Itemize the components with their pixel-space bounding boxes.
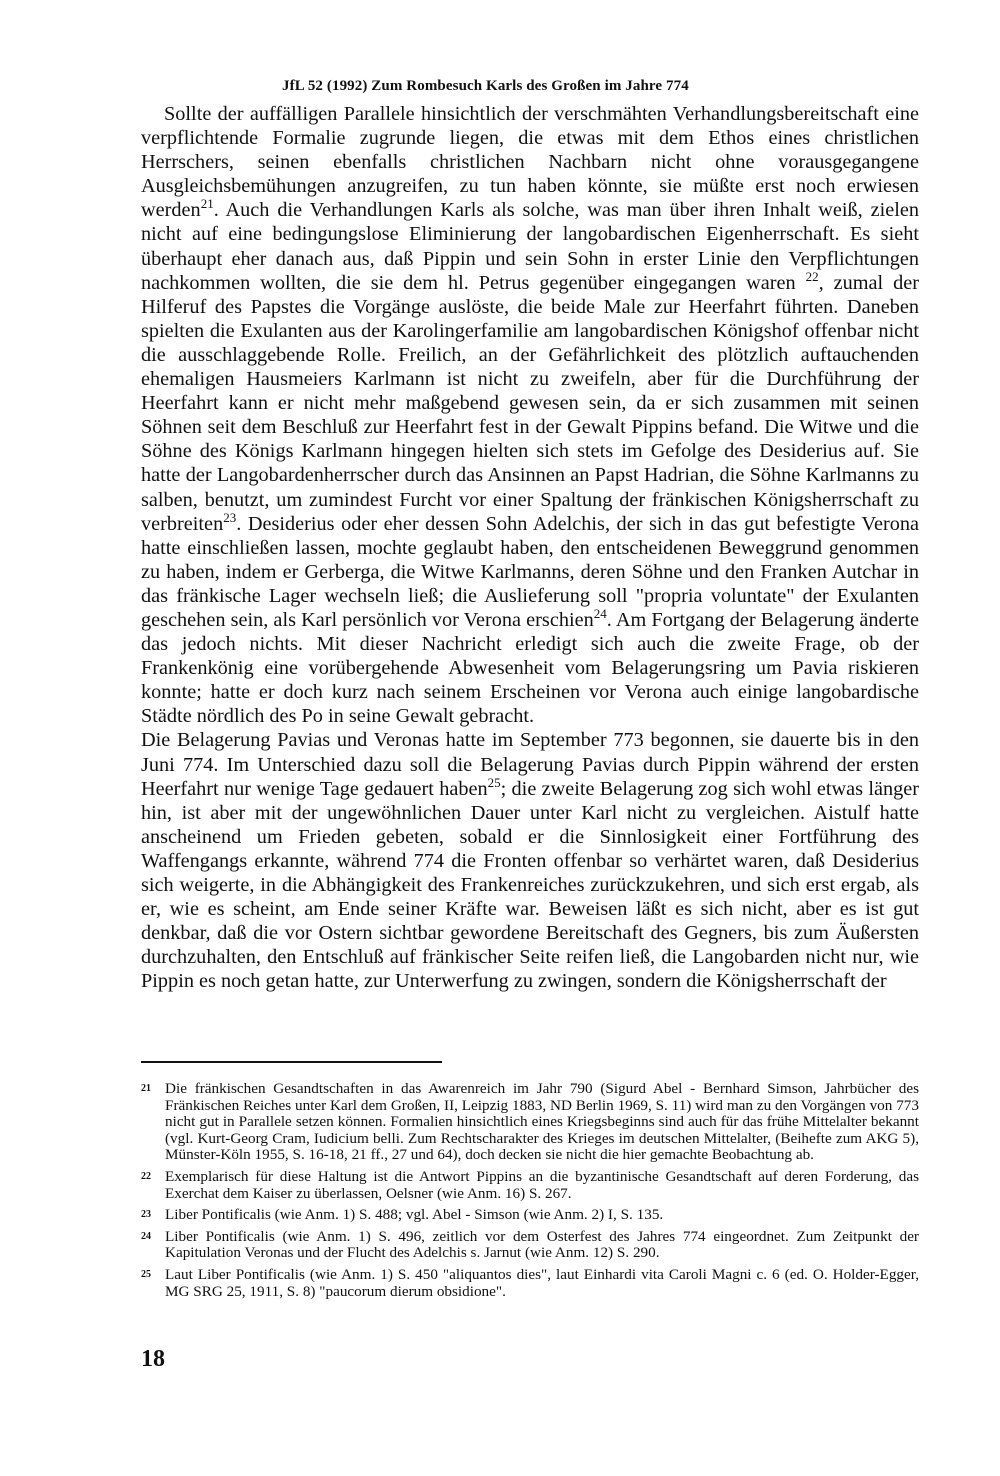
text-run: Sollte der auffälligen Parallele hinsichtlich der verschmähten Verhandlungsbereitschaft eine verpflichtende Formalie zugrunde liegen, die etwas mit dem Ethos eines christlichen Herrschers, seinen ebenfalls christlichen Nachbarn nicht ohne vorausgegangene Ausgleichsbemühungen anzugreifen, zu tun haben könnte, sie müßte erst noch erwiesen werden xyxy=(141,103,919,222)
footnote-ref-23[interactable]: 23 xyxy=(223,509,237,525)
footnote-text: Die fränkischen Gesandtschaften in das Awarenreich im Jahr 790 (Sigurd Abel - Bernhard Simson, Jahrbücher des Fränkischen Reiches unter Karl dem Großen, II, Leipzig 1883, ND Berlin 1969, S. 11) wird man zu den Vorgängen von 773 nicht gut in Parallele setzen können. Formalien hinsichtlich eines Kriegsbeginns sind auch für das frühe Mittelalter bekannt (vgl. Kurt-Georg Cram, Iudicium belli. Zum Rechtscharakter des Krieges im deutschen Mittelalter, (Beihefte zum AKG 5), Münster-Köln 1955, S. 16-18, 21 ff., 27 und 64), doch decken sie nicht die hier gemachte Beobachtung ab. xyxy=(165,1080,919,1164)
text-run: , zumal der Hilferuf des Papstes die Vorgänge auslöste, die beide Male zur Heerfahrt führten. Daneben spielten die Exulanten aus der Karolingerfamilie am langobardischen Königshof offenbar nicht die ausschlaggebende Rolle. Freilich, an der Gefährlichkeit des plötzlich auftauchenden ehemaligen Hausmeiers Karlmann ist nicht zu zweifeln, aber für die Durchführung der Heerfahrt kann er nicht mehr maßgebend gewesen sein, da er sich zusammen mit seinen Söhnen seit dem Beschluß zur Heerfahrt fest in der Gewalt Pippins befand. Die Witwe und die Söhne des Königs Karlmann hingegen hielten sich stets im Gefolge des Desiderius auf. Sie hatte der Langobardenherrscher durch das Ansinnen an Papst Hadrian, die Söhne Karlmanns zu salben, benutzt, um zumindest Furcht vor einer Spaltung der fränkischen Königsherrschaft zu verbreiten xyxy=(141,271,919,535)
text-run: Die Belagerung Pavias und Veronas hatte im September 773 begonnen, sie dauerte bis in den Juni 774. Im Unterschied dazu soll die Belagerung Pavias durch Pippin während der ersten Heerfahrt nur wenige Tage gedauert haben xyxy=(141,729,919,800)
running-head: JfL 52 (1992) Zum Rombesuch Karls des Großen im Jahre 774 xyxy=(282,78,689,94)
footnotes xyxy=(141,1081,919,1305)
page-number: 18 xyxy=(141,1346,165,1372)
footnote-25 xyxy=(141,1267,919,1300)
footnote-22 xyxy=(141,1169,919,1202)
footnote-number: 21 xyxy=(141,1083,151,1094)
footnote-23 xyxy=(141,1207,919,1224)
paragraph-1 xyxy=(141,102,919,728)
footnote-ref-24[interactable]: 24 xyxy=(593,605,607,621)
footnote-text: Liber Pontificalis (wie Anm. 1) S. 488; vgl. Abel - Simson (wie Anm. 2) I, S. 135. xyxy=(165,1206,664,1224)
footnote-text: Laut Liber Pontificalis (wie Anm. 1) S. 450 "aliquantos dies", laut Einhardi vita Caroli Magni c. 6 (ed. O. Holder-Egger, MG SRG 25, 1911, S. 8) "paucorum dierum obsidione". xyxy=(165,1265,919,1300)
footnote-number: 24 xyxy=(141,1230,151,1242)
footnote-number: 23 xyxy=(141,1209,151,1221)
text-run: . Auch die Verhandlungen Karls als solche, was man über ihren Inhalt weiß, zielen nicht auf eine bedingungslose Eliminierung der langobardischen Eigenherrschaft. Es sieht überhaupt eher danach aus, daß Pippin und sein Sohn in erster Linie den Verpflichtungen nachkommen wollten, die sie dem hl. Petrus gegenüber eingegangen waren xyxy=(141,199,919,294)
text-run: . Desiderius oder eher dessen Sohn Adelchis, der sich in das gut befestigte Verona hatte einschließen lassen, mochte geglaubt haben, den entscheidenen Beweggrund genommen zu haben, indem er Gerberga, die Witwe Karlmanns, deren Söhne und den Franken Autchar in das fränkische Lager wechseln ließ; die Auslieferung soll "propria voluntate" der Exulanten geschehen sein, als Karl persönlich vor Verona erschien xyxy=(141,512,919,631)
footnote-24 xyxy=(141,1229,919,1262)
body-text xyxy=(141,102,919,993)
footnote-ref-22[interactable]: 22 xyxy=(805,268,819,284)
footnote-21 xyxy=(141,1081,919,1164)
paragraph-2 xyxy=(141,728,919,993)
footnote-text: Liber Pontificalis (wie Anm. 1) S. 496, zeitlich vor dem Osterfest des Jahres 774 eingeordnet. Zum Zeitpunkt der Kapitulation Veronas und der Flucht des Adelchis s. Jarnut (wie Anm. 12) S. 290. xyxy=(165,1227,919,1262)
footnote-number: 22 xyxy=(141,1170,151,1182)
footnote-divider xyxy=(141,1061,442,1063)
footnote-ref-25[interactable]: 25 xyxy=(487,774,501,790)
footnote-text: Exemplarisch für diese Haltung ist die Antwort Pippins an die byzantinische Gesandtschaft auf deren Forderung, das Exerchat dem Kaiser zu überlassen, Oelsner (wie Anm. 16) S. 267. xyxy=(165,1167,919,1202)
text-run: ; die zweite Belagerung zog sich wohl etwas länger hin, ist aber mit der ungewöhnlichen Dauer unter Karl nicht zu vergleichen. Aistulf hatte anscheinend um Frieden gebeten, sobald er die Sinnlosigkeit einer Fortführung des Waffengangs erkannte, während 774 die Fronten offenbar so verhärtet waren, daß Desiderius sich weigerte, in die Abhängigkeit des Frankenreiches zurückzukehren, und sich erst ergab, als er, wie es scheint, am Ende seiner Kräfte war. Beweisen läßt es sich nicht, aber es ist gut denkbar, daß die vor Ostern sichtbar gewordene Bereitschaft des Gegners, bis zum Äußersten durchzuhalten, den Entschluß auf fränkischer Seite reifen ließ, die Langobarden nicht nur, wie Pippin es noch getan hatte, zur Unterwerfung zu zwingen, sondern die Königsherrschaft der xyxy=(141,777,919,993)
text-run: . Am Fortgang der Belagerung änderte das jedoch nichts. Mit dieser Nachricht erledigt sich auch die zweite Frage, ob der Frankenkönig eine vorübergehende Abwesenheit vom Belagerungsring um Pavia riskieren konnte; hatte er doch kurz nach seinem Erscheinen vor Verona auch einige langobardische Städte nördlich des Po in seine Gewalt gebracht. xyxy=(141,608,919,728)
footnote-ref-21[interactable]: 21 xyxy=(200,196,214,212)
footnote-number: 25 xyxy=(141,1268,151,1280)
